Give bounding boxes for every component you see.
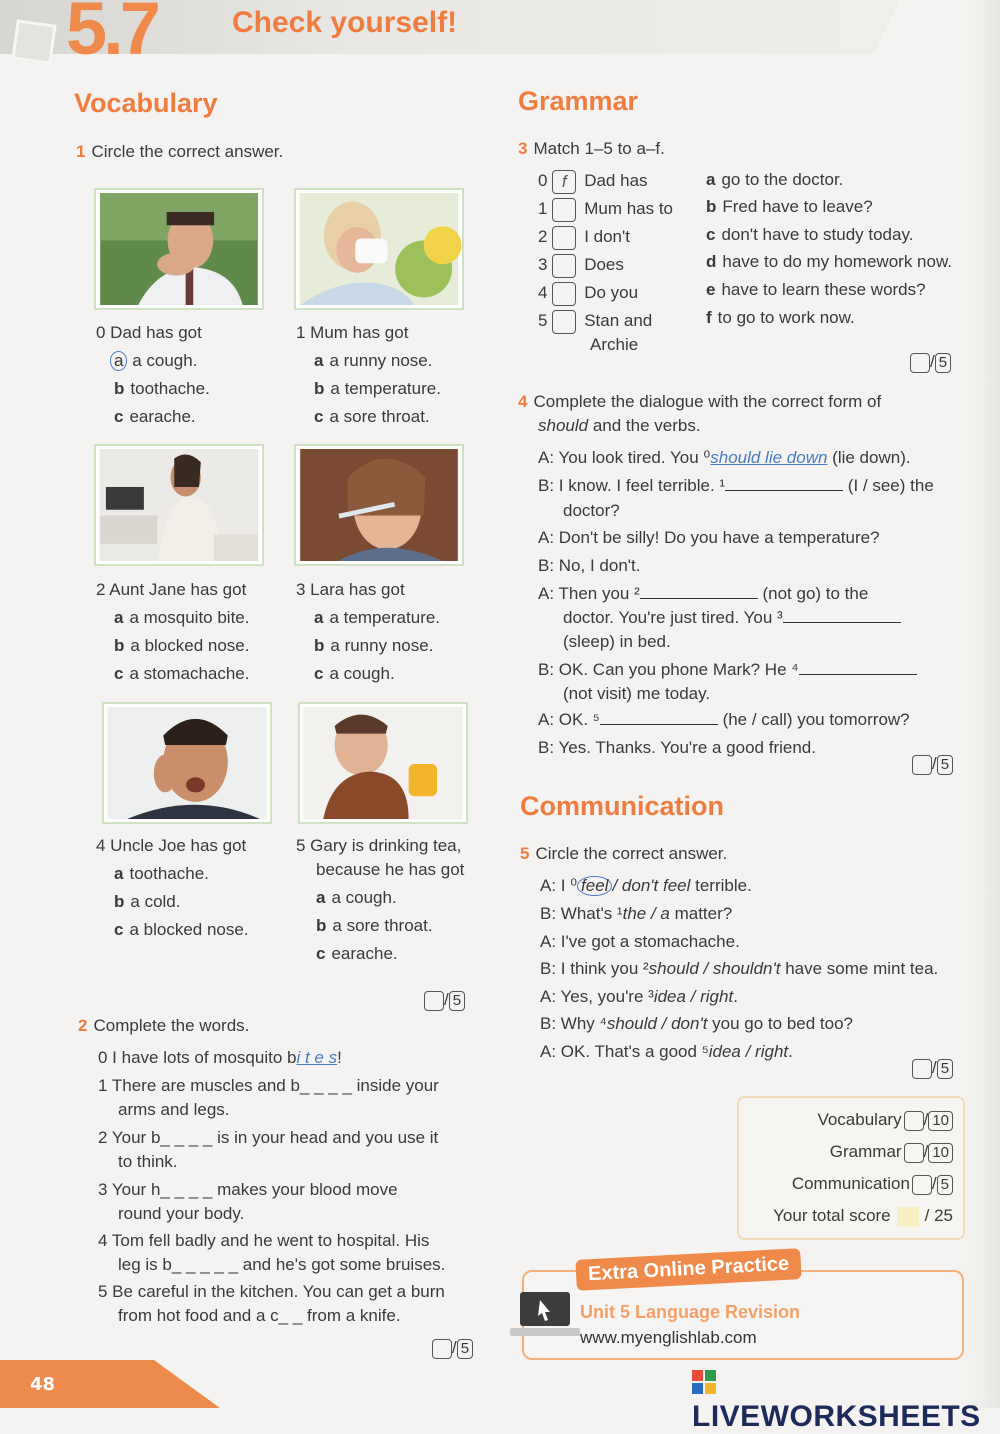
- photo-mum-runny-nose: [296, 190, 462, 308]
- ex4-line-6[interactable]: doctor. You're just tired. You ³: [563, 606, 901, 630]
- ex1-item1-opt-b[interactable]: b a temperature.: [314, 379, 441, 398]
- ex2-heading: 2 Complete the words.: [78, 1016, 250, 1035]
- ex1-item5-opt-a[interactable]: a a cough.: [316, 888, 397, 907]
- page-number: 48: [30, 1374, 56, 1395]
- ex4-line-8[interactable]: B: OK. Can you phone Mark? He ⁴: [538, 658, 917, 682]
- ex1-item1-stem: 1 Mum has got: [296, 323, 409, 342]
- photo-dad-coughing: [96, 190, 262, 308]
- ex1-item5-stem: 5 Gary is drinking tea,: [296, 836, 462, 855]
- ex1-item0-opt-b[interactable]: b toothache.: [114, 379, 210, 398]
- ex5-line-1[interactable]: A: I ⁰ feel / don't feel terrible.: [540, 876, 752, 895]
- ex1-item1-opt-a[interactable]: a a runny nose.: [314, 351, 433, 370]
- woman-tissue-image: [299, 193, 459, 305]
- boy-tea-image: [303, 707, 463, 819]
- ex2-line-2[interactable]: 2 Your b_ _ _ _ is in your head and you use it: [98, 1128, 439, 1147]
- ex5-line-5[interactable]: A: Yes, you're ³idea / right.: [540, 987, 738, 1006]
- ex4-score[interactable]: / 5: [912, 754, 953, 775]
- extra-line-1: Unit 5 Language Revision: [580, 1302, 801, 1322]
- communication-title: Communication: [520, 791, 725, 821]
- ex5-line-6[interactable]: B: Why ⁴should / don't you go to bed too?: [540, 1014, 853, 1033]
- ex5-line-4[interactable]: B: I think you ²should / shouldn't have some mint tea.: [540, 959, 939, 978]
- unit-number: 5.7: [66, 0, 157, 70]
- page-header: [0, 0, 1000, 70]
- ex3-left-4[interactable]: 4 Do you: [538, 281, 638, 306]
- ex5-line-7[interactable]: A: OK. That's a good ⁵idea / right.: [540, 1042, 793, 1061]
- ex3-left-5b: Archie: [590, 335, 639, 354]
- man-toothache-image: [107, 707, 267, 819]
- ex4-line-4: B: No, I don't.: [538, 556, 641, 575]
- ex1-item2-stem: 2 Aunt Jane has got: [96, 580, 247, 599]
- ex3-left-2[interactable]: 2 I don't: [538, 225, 630, 250]
- ex4-line-2b: doctor?: [563, 501, 620, 520]
- extra-practice-tag: Extra Online Practice: [575, 1248, 802, 1291]
- ex4-line-9: (not visit) me today.: [563, 684, 711, 703]
- circled-a: a: [110, 351, 127, 371]
- ex4-heading-2: should and the verbs.: [538, 416, 701, 435]
- ex2-line-5b[interactable]: from hot food and a c_ _ from a knife.: [118, 1306, 401, 1325]
- ex4-line-1: A: You look tired. You ⁰should lie down (lie down).: [538, 448, 911, 467]
- ex5-score[interactable]: / 5: [912, 1058, 953, 1079]
- vocabulary-title: Vocabulary: [74, 88, 218, 118]
- ex2-score[interactable]: / 5: [432, 1338, 473, 1359]
- ex3-right-e: e have to learn these words?: [706, 280, 926, 299]
- score-summary-panel: [737, 1096, 965, 1240]
- photo-aunt-stomachache: [96, 446, 262, 564]
- ex3-left-5[interactable]: 5 Stan and: [538, 309, 652, 334]
- ex1-item3-opt-b[interactable]: b a runny nose.: [314, 636, 434, 655]
- ex3-heading: 3 Match 1–5 to a–f.: [518, 139, 665, 158]
- grammar-title: Grammar: [518, 86, 639, 116]
- score-total[interactable]: Your total score / 25: [773, 1206, 953, 1225]
- ex2-line-4b[interactable]: leg is b_ _ _ _ _ and he's got some bruises.: [118, 1255, 446, 1274]
- ex1-item3-stem: 3 Lara has got: [296, 580, 405, 599]
- score-vocabulary[interactable]: Vocabulary / 10: [817, 1110, 953, 1131]
- ex1-item4-opt-a[interactable]: a toothache.: [114, 864, 209, 883]
- liveworksheets-logo: LIVEWORKSHEETS: [692, 1366, 1000, 1434]
- ex3-left-0[interactable]: 0 f Dad has: [538, 169, 648, 194]
- ex2-line-3b: round your body.: [118, 1204, 245, 1223]
- ex5-line-2[interactable]: B: What's ¹the / a matter?: [540, 904, 733, 923]
- ex4-line-7: (sleep) in bed.: [563, 632, 671, 651]
- ex2-line-2b: to think.: [118, 1152, 178, 1171]
- ex3-left-1[interactable]: 1 Mum has to: [538, 197, 673, 222]
- score-input-box[interactable]: [424, 991, 444, 1011]
- ex1-score[interactable]: / 5: [424, 990, 465, 1011]
- ex3-right-d: d have to do my homework now.: [706, 252, 953, 271]
- ex4-line-3: A: Don't be silly! Do you have a temperature?: [538, 528, 880, 547]
- score-communication[interactable]: Communication / 5: [792, 1174, 953, 1195]
- extra-url[interactable]: www.myenglishlab.com: [580, 1328, 757, 1347]
- coughing-man-image: [99, 193, 259, 305]
- ex1-item2-opt-a[interactable]: a a mosquito bite.: [114, 608, 250, 627]
- ex1-item2-opt-b[interactable]: b a blocked nose.: [114, 636, 250, 655]
- laptop-icon: [510, 1290, 580, 1346]
- score-input-box[interactable]: [912, 1059, 932, 1079]
- ex1-item3-opt-a[interactable]: a a temperature.: [314, 608, 441, 627]
- ex2-line-1b: arms and legs.: [118, 1100, 230, 1119]
- ex3-right-c: c don't have to study today.: [706, 225, 914, 244]
- ex4-line-5[interactable]: A: Then you ² (not go) to the: [538, 584, 869, 603]
- ex4-line-10[interactable]: A: OK. ⁵ (he / call) you tomorrow?: [538, 710, 910, 729]
- ex3-score[interactable]: / 5: [910, 352, 951, 373]
- score-input-box[interactable]: [432, 1339, 452, 1359]
- score-grammar[interactable]: Grammar / 10: [830, 1142, 953, 1163]
- ex1-item2-opt-c[interactable]: c a stomachache.: [114, 664, 250, 683]
- ex4-heading: 4 Complete the dialogue with the correct form of: [518, 392, 882, 411]
- ex1-item5-opt-c[interactable]: c earache.: [316, 944, 398, 963]
- ex1-item0-opt-a[interactable]: a a cough.: [110, 349, 197, 373]
- photo-uncle-toothache: [104, 704, 270, 822]
- girl-thermometer-image: [299, 449, 459, 561]
- ex4-line-2[interactable]: B: I know. I feel terrible. ¹ (I / see) the: [538, 476, 934, 495]
- ex1-item4-stem: 4 Uncle Joe has got: [96, 836, 247, 855]
- ex1-item1-opt-c[interactable]: c a sore throat.: [314, 407, 430, 426]
- ex1-item5-opt-b[interactable]: b a sore throat.: [316, 916, 433, 935]
- score-input-box[interactable]: [912, 755, 932, 775]
- ex5-line-3: A: I've got a stomachache.: [540, 932, 740, 951]
- ex2-line-4: 4 Tom fell badly and he went to hospital. His: [98, 1231, 430, 1250]
- ex3-left-3[interactable]: 3 Does: [538, 253, 624, 278]
- ex1-item0-stem: 0 Dad has got: [96, 323, 202, 342]
- ex1-item3-opt-c[interactable]: c a cough.: [314, 664, 395, 683]
- ex2-line-1[interactable]: 1 There are muscles and b_ _ _ _ inside your: [98, 1076, 439, 1095]
- ex1-item4-opt-c[interactable]: c a blocked nose.: [114, 920, 249, 939]
- right-edge-shadow: [960, 0, 1000, 1408]
- ex4-line-11: B: Yes. Thanks. You're a good friend.: [538, 738, 816, 757]
- ex1-item5-stem2: because he has got: [316, 860, 465, 879]
- ex1-item4-opt-b[interactable]: b a cold.: [114, 892, 181, 911]
- liveworksheets-icon: [692, 1370, 716, 1394]
- ex1-item0-opt-c[interactable]: c earache.: [114, 407, 196, 426]
- ex2-example: 0 I have lots of mosquito bi t e s!: [98, 1048, 342, 1067]
- ex2-line-5: 5 Be careful in the kitchen. You can get a burn: [98, 1282, 445, 1301]
- header-square-decoration: [11, 19, 56, 64]
- ex2-line-3[interactable]: 3 Your h_ _ _ _ makes your blood move: [98, 1180, 398, 1199]
- photo-lara-temperature: [296, 446, 462, 564]
- ex3-right-f: f to go to work now.: [706, 308, 855, 327]
- ex3-right-a: a go to the doctor.: [706, 170, 844, 189]
- ex1-heading: 1 Circle the correct answer.: [76, 142, 284, 161]
- page-title: Check yourself!: [232, 6, 458, 39]
- score-input-box[interactable]: [910, 353, 930, 373]
- photo-gary-tea: [300, 704, 466, 822]
- woman-stomach-image: [99, 449, 259, 561]
- ex5-heading: 5 Circle the correct answer.: [520, 844, 728, 863]
- ex3-right-b: b Fred have to leave?: [706, 197, 873, 216]
